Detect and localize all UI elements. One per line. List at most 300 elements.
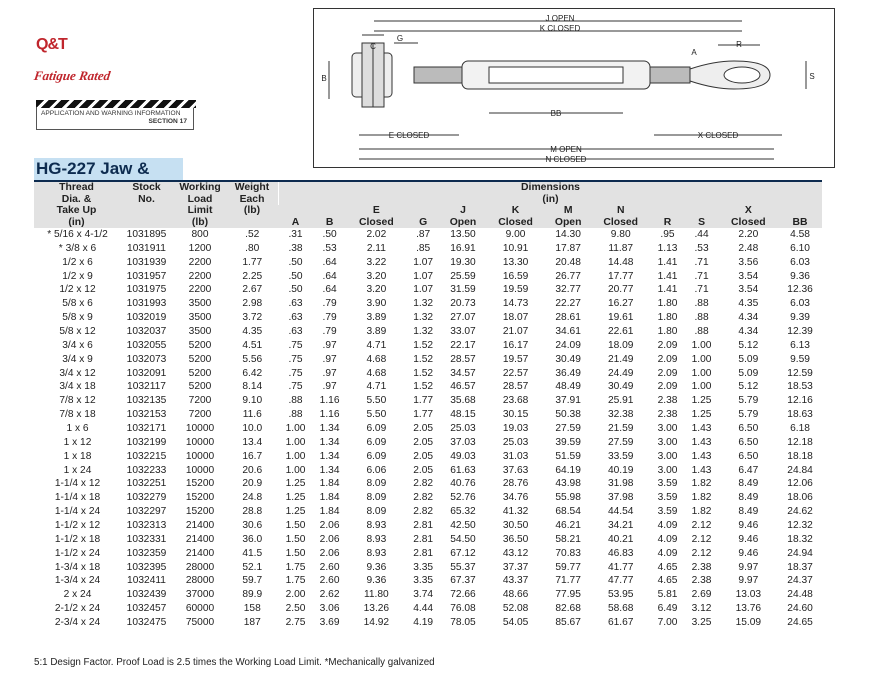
table-cell: 1.13 — [650, 242, 684, 256]
table-cell: 16.17 — [502, 339, 529, 351]
table-cell: 1.25 — [685, 408, 719, 422]
table-row — [34, 422, 822, 436]
table-cell: 12.36 — [787, 284, 813, 296]
table-cell: 40.76 — [450, 478, 476, 490]
table-cell: 14.92 — [363, 617, 390, 629]
table-cell: 1.41 — [657, 256, 678, 268]
table-cell: 13.50 — [450, 229, 476, 240]
table-cell: 4.68 — [347, 353, 407, 367]
warning-info-box — [36, 108, 194, 130]
table-cell: 2.82 — [413, 478, 434, 490]
table-cell: 6.09 — [366, 450, 387, 462]
table-cell: 20.6 — [226, 464, 279, 478]
header-wll: Working Load Limit (lb) — [174, 182, 226, 228]
table-row — [34, 464, 822, 478]
table-cell: 1.32 — [406, 325, 440, 339]
table-cell: 28.61 — [555, 312, 581, 324]
table-cell: 1032251 — [126, 478, 167, 490]
table-cell: .50 — [322, 229, 337, 240]
table-cell: 5/8 x 9 — [62, 312, 93, 324]
table-cell: 34.57 — [450, 367, 476, 379]
table-cell: 19.61 — [607, 312, 634, 324]
table-cell: 3.20 — [366, 284, 387, 296]
table-cell: 5.81 — [657, 589, 678, 601]
table-cell: 1.52 — [413, 367, 434, 379]
table-cell: .38 — [279, 242, 313, 256]
table-cell: 1.84 — [319, 478, 340, 490]
table-cell: 6.03 — [778, 297, 822, 311]
table-cell: 9.36 — [347, 574, 407, 588]
header-e: E Closed — [347, 205, 407, 228]
table-cell: 4.09 — [650, 547, 684, 561]
table-cell: 59.7 — [226, 574, 279, 588]
table-cell: 1.80 — [650, 325, 684, 339]
table-row — [34, 588, 822, 602]
table-cell: 3500 — [174, 325, 226, 339]
table-cell: 24.8 — [226, 491, 279, 505]
table-row — [34, 297, 822, 311]
table-cell: 54.50 — [450, 533, 476, 545]
table-cell: 15200 — [185, 478, 215, 490]
table-cell: 25.59 — [440, 270, 486, 284]
table-cell: 1.32 — [413, 312, 434, 324]
table-cell: 2.50 — [279, 602, 313, 616]
header-weight: Weight Each (lb) — [226, 182, 279, 228]
header-stock: Stock No. — [119, 182, 174, 228]
table-cell: .75 — [279, 380, 313, 394]
table-cell: 1032475 — [126, 617, 167, 629]
table-cell: 5.09 — [719, 353, 779, 367]
header-m: M Open — [545, 205, 591, 228]
header-b: B — [313, 205, 347, 228]
table-cell: 27.59 — [591, 436, 651, 450]
table-cell: 16.91 — [440, 242, 486, 256]
logo-text: Q&T — [36, 36, 67, 53]
table-cell: 30.50 — [486, 519, 546, 533]
table-cell: * 5/16 x 4-1/2 — [47, 229, 108, 240]
table-cell: 2.06 — [313, 519, 347, 533]
table-cell: .50 — [288, 256, 303, 268]
table-cell: 6.09 — [347, 436, 407, 450]
table-cell: 4.68 — [366, 367, 387, 379]
header-s: S — [685, 205, 719, 228]
table-cell: 18.37 — [787, 561, 813, 573]
table-cell: 2.81 — [406, 519, 440, 533]
table-cell: 46.83 — [591, 547, 651, 561]
table-cell: 30.15 — [486, 408, 546, 422]
table-cell: 19.03 — [502, 423, 529, 435]
table-cell: 5.09 — [738, 367, 759, 379]
table-cell: 5.12 — [738, 339, 759, 351]
table-cell: 3.59 — [650, 491, 684, 505]
table-cell: .75 — [288, 367, 303, 379]
table-cell: 7200 — [174, 408, 226, 422]
table-cell: 6.50 — [738, 423, 759, 435]
table-cell: 4.09 — [650, 519, 684, 533]
table-cell: 1-1/4 x 18 — [34, 491, 119, 505]
table-cell: 2.20 — [738, 229, 759, 240]
table-cell: 1.32 — [406, 297, 440, 311]
table-cell: 55.98 — [545, 491, 591, 505]
table-cell: 2.05 — [413, 423, 434, 435]
table-cell: 9.59 — [778, 353, 822, 367]
table-cell: 7.00 — [657, 617, 678, 629]
table-cell: 1032457 — [119, 602, 174, 616]
table-cell: 9.46 — [719, 547, 779, 561]
table-cell: 55.37 — [450, 561, 476, 573]
table-row — [34, 436, 822, 450]
table-row — [34, 602, 822, 616]
table-cell: 18.09 — [607, 339, 634, 351]
table-cell: 1.34 — [319, 423, 340, 435]
turnbuckle-diagram — [313, 8, 835, 168]
header-dimensions: Dimensions (in) — [279, 182, 823, 205]
table-cell: 2.06 — [319, 533, 340, 545]
table-cell: 3.89 — [347, 325, 407, 339]
table-row — [34, 408, 822, 422]
table-cell: 5.79 — [719, 408, 779, 422]
table-cell: .64 — [322, 284, 337, 296]
table-cell: 67.12 — [440, 547, 486, 561]
table-cell: 21400 — [174, 547, 226, 561]
table-cell: 1032439 — [126, 589, 167, 601]
label-j-open: J OPEN — [545, 14, 575, 23]
table-cell: 5.79 — [738, 395, 759, 407]
table-cell: 1.43 — [691, 423, 712, 435]
table-cell: 1/2 x 9 — [34, 270, 119, 284]
table-cell: 3.69 — [319, 617, 340, 629]
table-cell: 1.34 — [319, 450, 340, 462]
table-cell: 21.49 — [591, 353, 651, 367]
table-row — [34, 477, 822, 491]
table-cell: 37.91 — [555, 395, 581, 407]
table-cell: 17.77 — [591, 270, 651, 284]
table-cell: 1.75 — [285, 561, 306, 573]
table-cell: 13.30 — [502, 256, 529, 268]
table-cell: 6.06 — [347, 464, 407, 478]
table-cell: 60000 — [174, 602, 226, 616]
table-cell: 1.52 — [413, 339, 434, 351]
table-cell: 1032215 — [126, 450, 167, 462]
table-cell: 1.41 — [650, 270, 684, 284]
table-cell: 44.54 — [607, 506, 634, 518]
table-cell: 36.0 — [242, 533, 263, 545]
table-cell: 2.81 — [406, 547, 440, 561]
table-cell: 10000 — [174, 464, 226, 478]
table-cell: 25.03 — [450, 423, 476, 435]
table-cell: 187 — [243, 617, 261, 629]
table-cell: 68.54 — [555, 506, 581, 518]
table-cell: 30.6 — [226, 519, 279, 533]
table-cell: 32.77 — [555, 284, 581, 296]
table-cell: 34.21 — [591, 519, 651, 533]
table-cell: 1.80 — [657, 312, 678, 324]
table-cell: .50 — [279, 270, 313, 284]
table-cell: 8.93 — [347, 519, 407, 533]
table-cell: 4.71 — [366, 339, 387, 351]
table-cell: 6.42 — [242, 367, 263, 379]
table-cell: 2.98 — [226, 297, 279, 311]
table-row — [34, 380, 822, 394]
table-body — [34, 228, 822, 630]
table-cell: .97 — [313, 353, 347, 367]
table-cell: 10.0 — [242, 423, 263, 435]
table-cell: 11.6 — [226, 408, 279, 422]
header-thread: Thread Dia. & Take Up (in) — [34, 182, 119, 228]
table-cell: 33.07 — [440, 325, 486, 339]
table-cell: 9.00 — [505, 229, 526, 240]
table-cell: 1032297 — [126, 506, 167, 518]
table-cell: 51.59 — [555, 450, 581, 462]
table-cell: 3500 — [174, 297, 226, 311]
table-cell: 25.03 — [486, 436, 546, 450]
table-cell: 89.9 — [242, 589, 263, 601]
table-cell: 1031957 — [119, 270, 174, 284]
table-cell: 13.26 — [347, 602, 407, 616]
table-row — [34, 394, 822, 408]
table-cell: 1032233 — [119, 464, 174, 478]
table-cell: 2.05 — [406, 464, 440, 478]
table-cell: 58.21 — [555, 533, 581, 545]
table-cell: .71 — [685, 270, 719, 284]
table-cell: 48.15 — [440, 408, 486, 422]
table-cell: 1.07 — [406, 270, 440, 284]
table-cell: 21.59 — [607, 423, 634, 435]
table-cell: .88 — [694, 312, 709, 324]
table-cell: 12.06 — [787, 478, 813, 490]
table-cell: 4.34 — [719, 325, 779, 339]
table-cell: 1032313 — [119, 519, 174, 533]
table-cell: 2.38 — [691, 561, 712, 573]
page-title: HG-227 Jaw & — [34, 158, 183, 180]
table-cell: 71.77 — [545, 574, 591, 588]
table-cell: 24.62 — [787, 506, 813, 518]
table-cell: 2200 — [188, 256, 212, 268]
table-cell: 37.98 — [591, 491, 651, 505]
footnote: 5:1 Design Factor. Proof Load is 2.5 times the Working Load Limit. *Mechanically galvanized — [34, 657, 435, 668]
table-cell: 5/8 x 6 — [34, 297, 119, 311]
table-cell: 28.8 — [242, 506, 263, 518]
header-n: N Closed — [591, 205, 651, 228]
table-cell: 31.98 — [607, 478, 634, 490]
table-cell: 70.83 — [545, 547, 591, 561]
table-row — [34, 339, 822, 353]
table-cell: 1032117 — [119, 380, 174, 394]
table-cell: 72.66 — [450, 589, 476, 601]
table-cell: 8.49 — [719, 491, 779, 505]
table-cell: 8.14 — [226, 380, 279, 394]
table-cell: 15.09 — [735, 617, 762, 629]
table-cell: 1031993 — [119, 297, 174, 311]
table-cell: 2-1/2 x 24 — [34, 602, 119, 616]
table-cell: 2.09 — [657, 339, 678, 351]
table-cell: .75 — [288, 339, 303, 351]
table-cell: 23.68 — [502, 395, 529, 407]
table-cell: 7/8 x 18 — [34, 408, 119, 422]
table-cell: 3.72 — [242, 312, 263, 324]
table-cell: 36.49 — [555, 367, 581, 379]
table-cell: 3.20 — [347, 270, 407, 284]
table-cell: 1/2 x 6 — [62, 256, 93, 268]
table-cell: 10000 — [185, 450, 215, 462]
table-cell: 1.25 — [691, 395, 712, 407]
table-cell: 4.44 — [406, 602, 440, 616]
table-cell: 1-1/2 x 24 — [34, 547, 119, 561]
table-cell: 1.16 — [319, 395, 340, 407]
table-cell: 4.71 — [347, 380, 407, 394]
table-row — [34, 270, 822, 284]
label-x-closed: X CLOSED — [697, 131, 739, 140]
table-cell: 6.50 — [738, 450, 759, 462]
table-cell: 1.00 — [685, 380, 719, 394]
table-cell: 40.21 — [607, 533, 634, 545]
table-cell: 3.06 — [313, 602, 347, 616]
table-cell: .97 — [322, 367, 337, 379]
table-cell: 5200 — [174, 380, 226, 394]
table-cell: 1.52 — [406, 353, 440, 367]
table-cell: .63 — [279, 297, 313, 311]
table-cell: 52.1 — [242, 561, 263, 573]
table-cell: 1032411 — [119, 574, 174, 588]
table-cell: 1.75 — [279, 574, 313, 588]
table-cell: 1-1/2 x 18 — [54, 533, 101, 545]
table-cell: 3/4 x 12 — [59, 367, 96, 379]
table-cell: 1 x 12 — [34, 436, 119, 450]
table-cell: .63 — [279, 325, 313, 339]
table-cell: 3/4 x 18 — [34, 380, 119, 394]
table-cell: 1031975 — [126, 284, 167, 296]
table-cell: .97 — [313, 380, 347, 394]
table-row — [34, 574, 822, 588]
table-cell: 2.67 — [242, 284, 263, 296]
table-cell: .64 — [322, 256, 337, 268]
table-cell: 77.95 — [555, 589, 581, 601]
header-x: X Closed — [719, 205, 779, 228]
table-cell: 2.82 — [413, 506, 434, 518]
header-g: G — [406, 205, 440, 228]
table-cell: 28.57 — [440, 353, 486, 367]
table-cell: 2200 — [188, 284, 212, 296]
table-cell: 6.49 — [650, 602, 684, 616]
table-cell: 34.61 — [545, 325, 591, 339]
table-row — [34, 353, 822, 367]
table-cell: 24.37 — [778, 574, 822, 588]
table-cell: 6.50 — [719, 436, 779, 450]
table-cell: 8.09 — [366, 478, 387, 490]
table-cell: 1031895 — [126, 229, 167, 240]
table-cell: 28000 — [174, 574, 226, 588]
table-cell: .44 — [694, 229, 709, 240]
table-cell: 9.36 — [778, 270, 822, 284]
table-cell: 7200 — [188, 395, 212, 407]
table-cell: 6.09 — [366, 423, 387, 435]
table-cell: 43.37 — [486, 574, 546, 588]
table-cell: 34.76 — [486, 491, 546, 505]
warning-section: SECTION 17 — [148, 118, 187, 125]
table-cell: .80 — [226, 242, 279, 256]
table-row — [34, 242, 822, 256]
table-cell: 12.32 — [778, 519, 822, 533]
table-cell: 2.09 — [657, 367, 678, 379]
table-cell: 21400 — [174, 519, 226, 533]
table-cell: 53.95 — [607, 589, 634, 601]
table-cell: 13.03 — [735, 589, 762, 601]
table-cell: 19.57 — [486, 353, 546, 367]
table-cell: 1.77 — [406, 408, 440, 422]
table-cell: 2.25 — [226, 270, 279, 284]
table-cell: 1.00 — [691, 339, 712, 351]
table-cell: 4.65 — [650, 574, 684, 588]
table-cell: 2.05 — [413, 450, 434, 462]
table-cell: 1.41 — [657, 284, 678, 296]
table-cell: 10.91 — [486, 242, 546, 256]
table-cell: .88 — [685, 325, 719, 339]
table-cell: 1.07 — [413, 256, 434, 268]
table-cell: 24.09 — [555, 339, 581, 351]
table-cell: 17.87 — [545, 242, 591, 256]
table-cell: 9.97 — [738, 561, 759, 573]
table-cell: 37.63 — [486, 464, 546, 478]
header-r: R — [650, 205, 684, 228]
table-cell: .31 — [288, 229, 303, 240]
table-cell: 1.52 — [406, 380, 440, 394]
table-cell: 1.25 — [279, 491, 313, 505]
table-cell: 1.82 — [691, 478, 712, 490]
table-cell: 1.50 — [279, 547, 313, 561]
label-m-open: M OPEN — [550, 145, 582, 154]
table-cell: 1.80 — [650, 297, 684, 311]
table-cell: 3.00 — [657, 450, 678, 462]
label-n-closed: N CLOSED — [545, 155, 587, 164]
table-cell: .50 — [288, 284, 303, 296]
table-row — [34, 283, 822, 297]
table-cell: .95 — [660, 229, 675, 240]
table-cell: 67.37 — [440, 574, 486, 588]
table-cell: .75 — [279, 353, 313, 367]
table-cell: 20.9 — [242, 478, 263, 490]
table-cell: 16.59 — [486, 270, 546, 284]
table-cell: 2.12 — [691, 533, 712, 545]
table-cell: 1-1/4 x 24 — [54, 506, 101, 518]
table-row — [34, 533, 822, 547]
table-cell: 24.49 — [607, 367, 634, 379]
table-cell: 59.77 — [555, 561, 581, 573]
table-cell: 35.68 — [450, 395, 476, 407]
table-cell: 12.18 — [778, 436, 822, 450]
table-cell: 78.05 — [450, 617, 476, 629]
table-cell: 2200 — [174, 270, 226, 284]
table-cell: 9.46 — [738, 533, 759, 545]
table-cell: 3.00 — [650, 436, 684, 450]
table-cell: 1.00 — [285, 423, 306, 435]
table-cell: 1032279 — [119, 491, 174, 505]
table-cell: .79 — [313, 297, 347, 311]
table-cell: 36.50 — [502, 533, 529, 545]
table-cell: 75000 — [185, 617, 215, 629]
table-cell: 85.67 — [555, 617, 581, 629]
table-cell: 1032153 — [119, 408, 174, 422]
table-cell: 2.12 — [685, 519, 719, 533]
label-s: S — [809, 72, 815, 81]
table-cell: 3.54 — [738, 284, 759, 296]
table-cell: 4.34 — [738, 312, 759, 324]
table-cell: 22.61 — [591, 325, 651, 339]
table-cell: 16.27 — [591, 297, 651, 311]
table-cell: 2.12 — [685, 547, 719, 561]
table-cell: 11.80 — [363, 589, 389, 601]
label-a: A — [691, 48, 697, 57]
table-cell: 14.73 — [486, 297, 546, 311]
